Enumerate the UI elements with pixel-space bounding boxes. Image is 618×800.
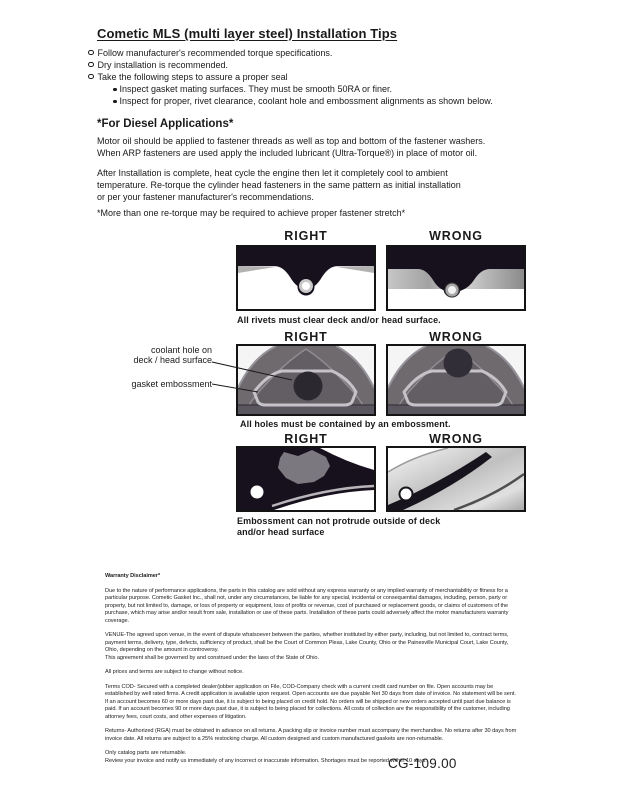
bullet-text: Dry installation is recommended. <box>97 60 229 70</box>
paragraph-line: or per your fastener manufacturer's recommendations. <box>97 192 314 202</box>
warranty-disclaimer-heading: Warranty Disclaimer* <box>105 573 161 579</box>
paragraph-line: temperature. Re-torque the cylinder head fasteners in the same pattern as initial installation <box>97 180 461 190</box>
prices-terms-line: All prices and terms are subject to change without notice. <box>105 669 244 675</box>
fig3-caption <box>237 516 440 538</box>
bullet-text: Follow manufacturer's recommended torque specifications. <box>97 48 333 58</box>
sub-bullet-text: Inspect for proper, rivet clearance, coolant hole and embossment alignments as shown below. <box>119 96 493 106</box>
fig1-caption: All rivets must clear deck and/or head surface. <box>237 315 441 325</box>
coolant-hole-icon <box>444 349 473 378</box>
fig2-wrong-diagram <box>386 344 526 416</box>
fig1-wrong-diagram <box>386 245 526 311</box>
paragraph-line: After Installation is complete, heat cycle the engine then let it completely cool to ambient <box>97 168 448 178</box>
figures-section <box>0 228 618 558</box>
page-title: Cometic MLS (multi layer steel) Installation Tips <box>97 26 398 41</box>
warranty-paragraph: Due to the nature of performance applications, the parts in this catalog are sold without any express warranty or any implied warranty of merchantability or fitness for a particular purpose. Cometic Gasket Inc., shall not, under any circumstances, be liable for any special, incidental or consequential damages, including, person, party or property, but not limited to, damage, or loss of property or equipment, loss of profits or revenue, cost of purchased or replacement goods, or claims of customers of the purchase, which may arise and/or result from sale, installation or use of these parts. Installation of these parts could adversely affect the motor manufacturers warranty coverage. <box>105 587 509 624</box>
invoice-review-line: Review your invoice and notify us immediately of any incorrect or inaccurate information. Shortages must be reported within 10 days. <box>105 757 427 764</box>
paragraph-line: When ARP fasteners are used apply the included lubricant (Ultra-Torque®) in place of motor oil. <box>97 148 478 158</box>
rivet-touching-diagram <box>388 247 524 309</box>
fig3-wrong-label: WRONG <box>429 432 483 446</box>
legal-fine-print <box>105 573 519 765</box>
caption-line: and/or head surface <box>237 527 325 537</box>
fig3-right-label: RIGHT <box>284 432 328 446</box>
bullet-item <box>88 59 528 71</box>
sub-bullet-item <box>113 95 528 107</box>
diesel-paragraph-2 <box>97 167 537 203</box>
fig2-right-label: RIGHT <box>284 330 328 344</box>
installation-tips-list <box>88 47 528 107</box>
retorque-note: *More than one re-torque may be required to achieve proper fastener stretch* <box>97 208 406 218</box>
open-bullet-icon <box>88 74 94 80</box>
annotation-line: coolant hole on <box>150 345 212 355</box>
caption-line: Embossment can not protrude outside of deck <box>237 516 441 526</box>
hole-inside-embossment-diagram <box>238 346 374 414</box>
fig1-wrong-label: WRONG <box>429 229 483 243</box>
fig3-wrong-diagram <box>386 446 526 512</box>
fig2-wrong-label: WRONG <box>429 330 483 344</box>
rivet-clear-diagram <box>238 247 374 309</box>
sub-bullet-item <box>113 83 528 95</box>
hole-outside-embossment-diagram <box>388 346 524 414</box>
annotation-line: deck / head surface <box>133 355 212 365</box>
governing-law-line: This agreement shall be governed by and construed under the laws of the State of Ohio. <box>105 654 319 661</box>
page-number: CG-109.00 <box>388 756 457 771</box>
diesel-paragraph-1 <box>97 135 537 159</box>
coolant-hole-annotation <box>92 345 212 365</box>
sub-bullet-text: Inspect gasket mating surfaces. They must be smooth 50RA or finer. <box>119 84 392 94</box>
diesel-section-heading: *For Diesel Applications* <box>97 118 234 130</box>
embossment-protruding-diagram <box>388 448 524 510</box>
venue-paragraph: VENUE-The agreed upon venue, in the event of dispute whatsoever between the parties, whether instituted by either party, including, but not limited to, contract terms, payment terms, delivery, type, defects, sufficiency of product, shall be the Court of Common Pleas, Lake County, Ohio or the Painesville Municipal Court, Lake County, Ohio, depending on the amount in controversy. <box>105 632 509 653</box>
filled-bullet-icon <box>113 100 117 104</box>
fig2-caption: All holes must be contained by an embossment. <box>240 419 451 429</box>
bullet-text: Take the following steps to assure a proper seal <box>97 72 288 82</box>
fig1-right-diagram <box>236 245 376 311</box>
gasket-embossment-annotation: gasket embossment <box>131 379 212 389</box>
coolant-hole-icon <box>294 372 323 401</box>
embossment-inside-deck-diagram <box>238 448 374 510</box>
bolt-hole-icon <box>400 488 413 501</box>
fig3-right-diagram <box>236 446 376 512</box>
fig1-right-label: RIGHT <box>284 229 328 243</box>
bullet-item <box>88 47 528 59</box>
bolt-hole-icon <box>251 486 264 499</box>
catalog-parts-line: Only catalog parts are returnable. <box>105 750 187 756</box>
terms-cod-paragraph: Terms COD- Secured with a completed dealer/jobber application on File, COD-Company check with a current credit card number on file. Open accounts may be established by well rated firms. A credit application is available upon request. Open accounts are due payable Net 30 days from date of invoice. No statement will be sent. If an account becomes 60 or more days past due, it is subject to being placed on credit hold. No orders will be shipped or new orders accepted until past due balance is paid. If an account becomes 90 or more days past due, it is subject to being placed for collections. All costs of collection are the responsibility of the customer, including attorney fees, court costs, and other expenses of litigation. <box>105 683 516 720</box>
bullet-item <box>88 71 528 83</box>
fig2-right-diagram <box>236 344 376 416</box>
filled-bullet-icon <box>113 88 117 92</box>
open-bullet-icon <box>88 62 94 68</box>
paragraph-line: Motor oil should be applied to fastener threads as well as top and bottom of the fastener washers. <box>97 136 486 146</box>
returns-paragraph: Returns- Authorized (RGA) must be obtained in advance on all returns. A packing slip or invoice number must accompany the merchandise. No returns after 30 days from invoice date. All returns are subject to a 25% restocking charge. All custom designed and custom manufactured gaskets are non-returnable. <box>105 728 517 742</box>
open-bullet-icon <box>88 50 94 56</box>
